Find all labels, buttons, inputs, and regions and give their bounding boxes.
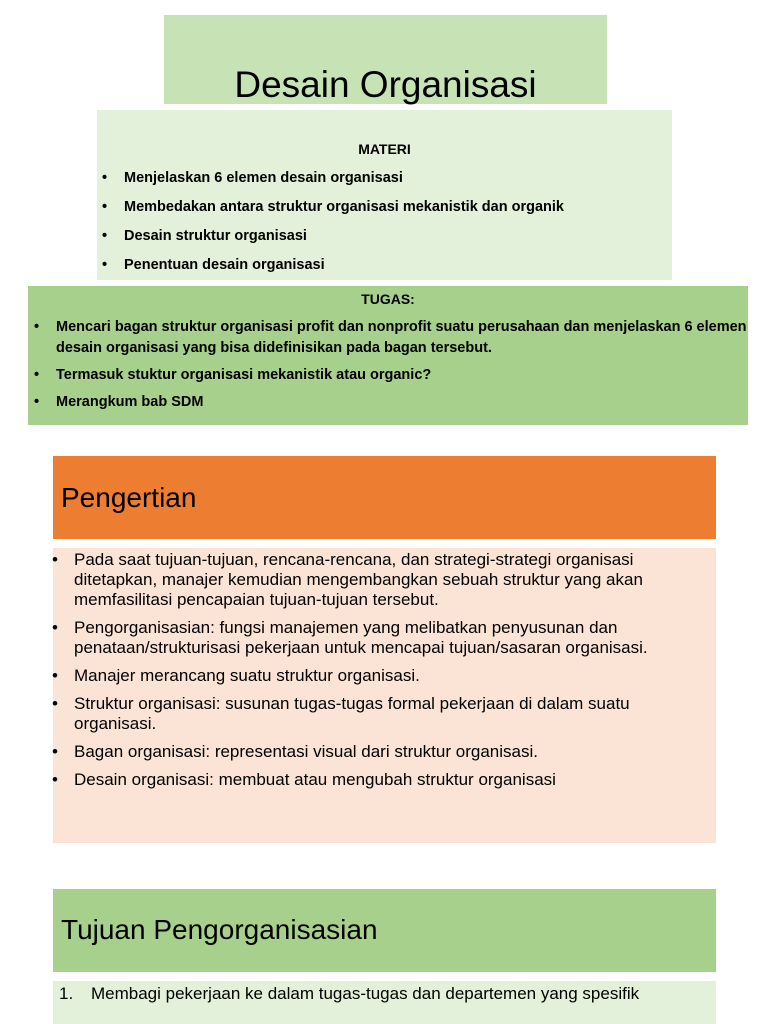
list-text: Membagi pekerjaan ke dalam tugas-tugas dan departemen yang spesifik xyxy=(91,984,640,1003)
list-item: • Bagan organisasi: representasi visual dari struktur organisasi. xyxy=(74,742,710,762)
pengertian-header xyxy=(53,456,716,539)
list-item: • Membedakan antara struktur organisasi mekanistik dan organik xyxy=(124,197,564,217)
tugas-box xyxy=(28,286,748,425)
materi-list xyxy=(124,168,564,284)
section-title: Pengertian xyxy=(61,482,197,513)
list-item xyxy=(59,984,700,1003)
tujuan-list xyxy=(59,984,700,1003)
list-item: • Termasuk stuktur organisasi mekanistik atau organic? xyxy=(56,365,748,386)
list-item: • Desain struktur organisasi xyxy=(124,226,564,246)
list-item: • Merangkum bab SDM xyxy=(56,392,748,413)
list-item: • Pengorganisasian: fungsi manajemen yang melibatkan penyusunan dan penataan/strukturisasi pekerjaan untuk mencapai tujuan/sasaran organisasi. xyxy=(74,618,710,658)
list-number: 1. xyxy=(59,984,74,1003)
list-item: • Desain organisasi: membuat atau mengubah struktur organisasi xyxy=(74,770,710,790)
tujuan-header xyxy=(53,889,716,972)
list-item: • Menjelaskan 6 elemen desain organisasi xyxy=(124,168,564,188)
list-item: • Manajer merancang suatu struktur organisasi. xyxy=(74,666,710,686)
list-item: • Penentuan desain organisasi xyxy=(124,255,564,275)
title-box xyxy=(164,15,607,104)
materi-heading: MATERI xyxy=(358,141,411,157)
page-title: Desain Organisasi xyxy=(234,64,537,105)
tujuan-body xyxy=(53,981,716,1024)
section-title: Tujuan Pengorganisasian xyxy=(61,914,378,945)
pengertian-body xyxy=(53,548,716,843)
list-item: • Pada saat tujuan-tujuan, rencana-rencana, dan strategi-strategi organisasi ditetapkan, manajer kemudian mengembangkan sebuah struktur yang akan memfasilitasi pencapaian tujuan-tujuan tersebut. xyxy=(74,550,710,610)
tugas-list xyxy=(56,317,748,419)
tugas-heading: TUGAS: xyxy=(361,291,415,307)
list-item: • Mencari bagan struktur organisasi profit dan nonprofit suatu perusahaan dan menjelaskan 6 elemen desain organisasi yang bisa didefinisikan pada bagan tersebut. xyxy=(56,317,748,359)
pengertian-list xyxy=(74,550,710,798)
materi-box xyxy=(97,110,672,280)
list-item: • Struktur organisasi: susunan tugas-tugas formal pekerjaan di dalam suatu organisasi. xyxy=(74,694,710,734)
